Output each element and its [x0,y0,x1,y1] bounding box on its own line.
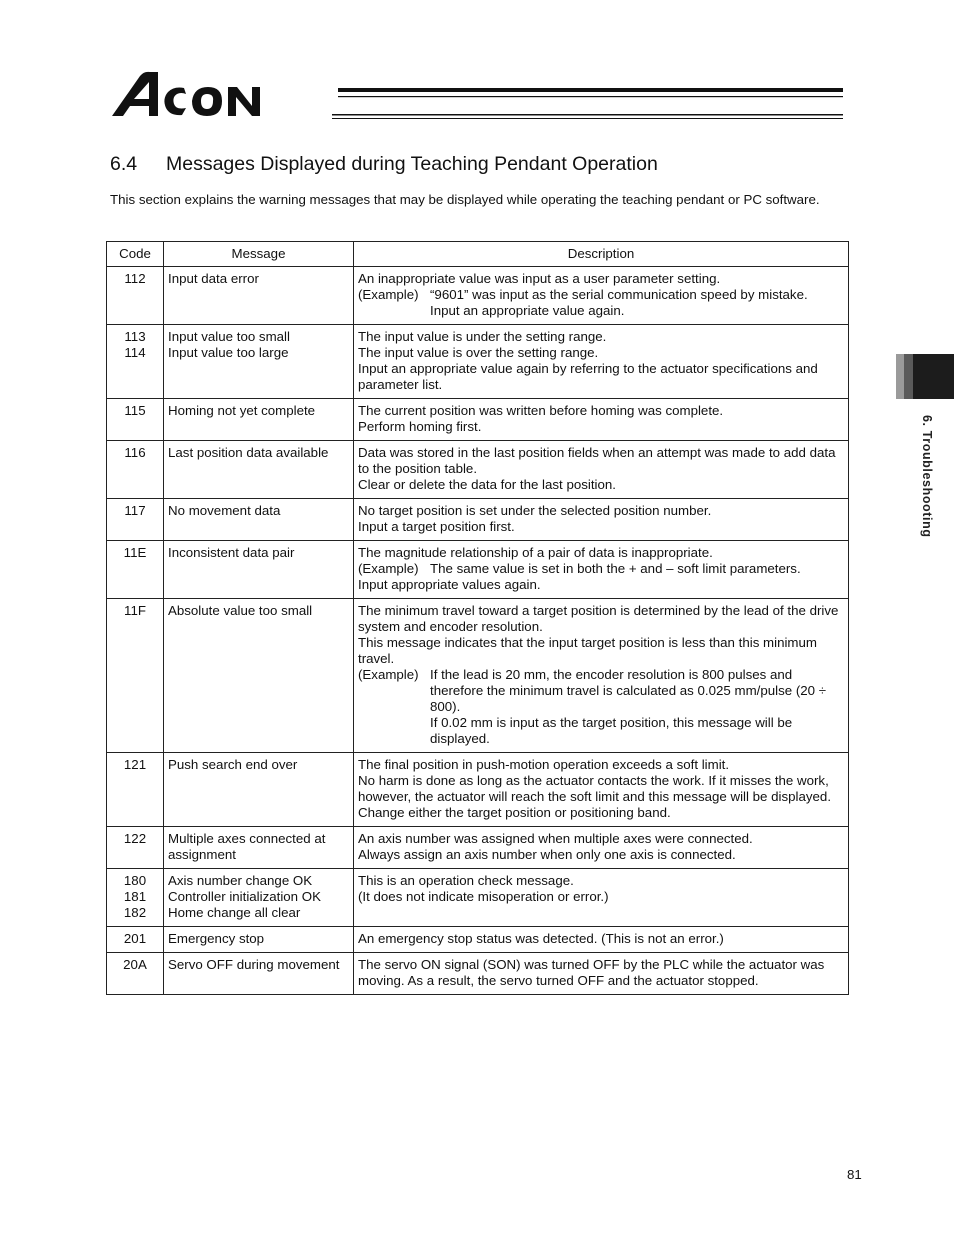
table-row [107,499,849,541]
description-line: The current position was written before homing was complete. [358,403,724,418]
message-code: 121 [123,757,147,772]
description-cell [354,441,849,499]
example-label: (Example) [358,287,419,302]
message-code: 112 [124,271,146,286]
table-row [107,399,849,441]
description-line: Input an appropriate value again by referring to the actuator specifications and parameter list. [358,361,818,392]
code-cell [107,499,164,541]
description-line: Perform homing first. [358,419,482,434]
description-cell [354,267,849,325]
example-line: Input an appropriate value again. [430,303,625,318]
description-line: An emergency stop status was detected. (This is not an error.) [358,931,724,946]
description-line: No harm is done as long as the actuator contacts the work. If it misses the work, however, the actuator will reach the soft limit and this message will be displayed. [358,773,832,804]
description-line: Data was stored in the last position fields when an attempt was made to add data to the position table. [358,445,836,476]
message-text: Multiple axes connected at assignment [168,831,326,862]
table-body [107,267,849,995]
message-code: 201 [123,931,147,946]
message-text: Axis number change OK [168,873,313,888]
table-row [107,869,849,927]
description-line: The input value is under the setting range. [358,329,607,344]
description-line: Clear or delete the data for the last position. [358,477,616,492]
messages-table [106,241,849,995]
message-cell [164,953,354,995]
code-cell [107,599,164,753]
message-code: 113 [124,329,146,344]
page-number: 81 [847,1167,862,1182]
description-line: This message indicates that the input target position is less than this minimum travel. [358,635,817,666]
code-cell [107,953,164,995]
description-line: This is an operation check message. [358,873,574,888]
description-line: The magnitude relationship of a pair of data is inappropriate. [358,545,713,560]
table-row [107,541,849,599]
message-code: 115 [124,403,146,418]
message-text: Inconsistent data pair [168,545,295,560]
description-line: An axis number was assigned when multiple axes were connected. [358,831,753,846]
description-line: Change either the target position or positioning band. [358,805,671,820]
description-cell [354,869,849,927]
message-text: Servo OFF during movement [168,957,340,972]
description-cell [354,827,849,869]
chapter-tab-marker [896,354,954,399]
table-row [107,599,849,753]
table-row [107,927,849,953]
code-cell [107,541,164,599]
intro-paragraph: This section explains the warning messages that may be displayed while operating the teaching pendant or PC software. [110,192,820,207]
message-code: 122 [123,831,147,846]
message-code: 116 [124,445,146,460]
message-text: Absolute value too small [168,603,313,618]
table-row [107,753,849,827]
code-cell [107,325,164,399]
message-cell [164,599,354,753]
example-block [358,561,844,577]
description-line: The input value is over the setting range. [358,345,599,360]
message-cell [164,827,354,869]
code-cell [107,441,164,499]
message-text: Home change all clear [168,905,301,920]
message-text: Last position data available [168,445,329,460]
message-code: 181 [123,889,147,904]
message-text: Emergency stop [168,931,265,946]
message-code: 114 [124,345,146,360]
message-cell [164,869,354,927]
message-cell [164,927,354,953]
code-cell [107,869,164,927]
code-cell [107,827,164,869]
section-number: 6.4 [110,153,138,175]
description-line: The minimum travel toward a target position is determined by the lead of the drive system and encoder resolution. [358,603,839,634]
example-line: If 0.02 mm is input as the target position, this message will be displayed. [430,715,793,746]
code-cell [107,927,164,953]
column-header-description: Description [354,242,849,267]
message-code: 20A [123,957,147,972]
code-cell [107,399,164,441]
table-row [107,325,849,399]
description-line: The servo ON signal (SON) was turned OFF by the PLC while the actuator was moving. As a result, the servo turned OFF and the actuator stopped. [358,957,825,988]
example-label: (Example) [358,561,419,576]
table-row [107,441,849,499]
code-cell [107,267,164,325]
message-cell [164,399,354,441]
message-cell [164,753,354,827]
section-heading [110,153,658,176]
description-line: Always assign an axis number when only one axis is connected. [358,847,736,862]
example-block [358,667,844,715]
message-text: No movement data [168,503,281,518]
example-line: The same value is set in both the + and – soft limit parameters. [430,561,801,576]
message-code: 182 [123,905,147,920]
description-cell [354,499,849,541]
acon-logo [110,70,845,122]
description-line: Input a target position first. [358,519,515,534]
table-header-row [107,242,849,267]
message-text: Homing not yet complete [168,403,316,418]
description-cell [354,753,849,827]
description-cell [354,953,849,995]
example-label: (Example) [358,667,419,682]
example-line: “9601” was input as the serial communication speed by mistake. [430,287,808,302]
description-line: The final position in push-motion operation exceeds a soft limit. [358,757,730,772]
message-text: Controller initialization OK [168,889,321,904]
table-row [107,953,849,995]
message-cell [164,541,354,599]
message-cell [164,267,354,325]
message-text: Input data error [168,271,259,286]
message-text: Input value too small [168,329,290,344]
example-block [358,287,844,303]
table-row [107,827,849,869]
description-cell [354,599,849,753]
description-line: Input appropriate values again. [358,577,541,592]
description-line: No target position is set under the selected position number. [358,503,712,518]
message-code: 11F [124,603,146,618]
description-line: An inappropriate value was input as a user parameter setting. [358,271,721,286]
description-line: (It does not indicate misoperation or error.) [358,889,609,904]
description-cell [354,541,849,599]
column-header-message: Message [164,242,354,267]
example-line: If the lead is 20 mm, the encoder resolution is 800 pulses and therefore the minimum travel is calculated as 0.025 mm/pulse (20 ÷ 800). [430,667,827,714]
table-row [107,267,849,325]
message-text: Push search end over [168,757,298,772]
code-cell [107,753,164,827]
chapter-side-label: 6. Troubleshooting [920,415,934,538]
section-title: Messages Displayed during Teaching Pendant Operation [166,153,658,175]
message-code: 117 [124,503,146,518]
message-text: Input value too large [168,345,289,360]
description-cell [354,325,849,399]
description-cell [354,399,849,441]
message-code: 11E [123,545,147,560]
column-header-code: Code [107,242,164,267]
message-cell [164,325,354,399]
message-cell [164,441,354,499]
message-cell [164,499,354,541]
description-cell [354,927,849,953]
message-code: 180 [123,873,147,888]
